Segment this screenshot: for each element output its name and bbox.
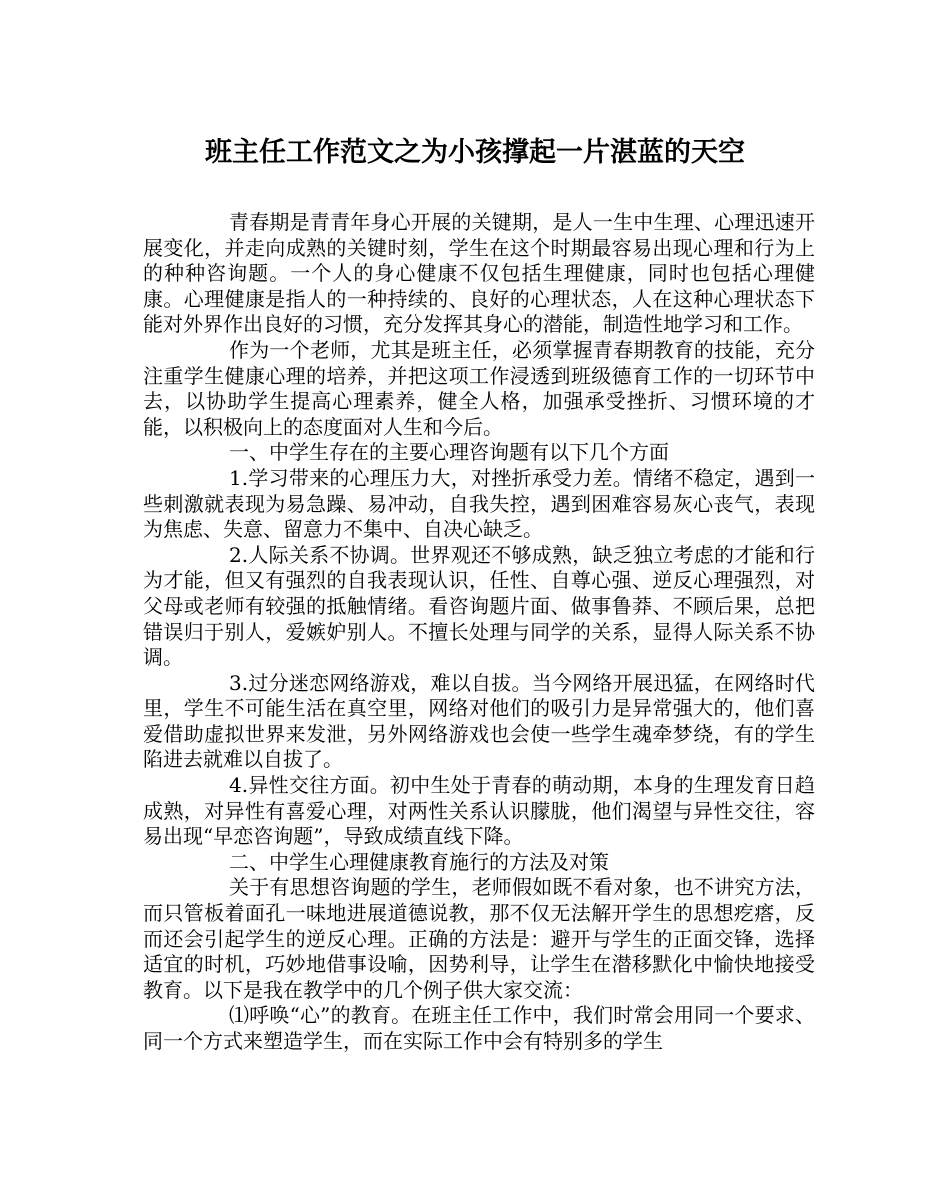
paragraph-item-4: 4.异性交往方面。初中生处于青春的萌动期，本身的生理发育日趋成熟，对异性有喜爱心理，对两性关系认识朦胧，他们渴望与异性交往，容易出现“早恋咨询题”，导致成绩直线下降。 xyxy=(143,773,815,849)
section-heading-methods: 二、中学生心理健康教育施行的方法及对策 xyxy=(229,849,609,874)
paragraph-heart-education: ⑴呼唤“心”的教育。在班主任工作中，我们时常会用同一个要求、同一个方式来塑造学生，而在实际工作中会有特别多的学生 xyxy=(143,1003,815,1053)
paragraph-intro: 青春期是青青年身心开展的关键期，是人一生中生理、心理迅速开展变化，并走向成熟的关键时刻，学生在这个时期最容易出现心理和行为上的种种咨询题。一个人的身心健康不仅包括生理健康，同时也包括心理健康。心理健康是指人的一种持续的、良好的心理状态，人在这种心理状态下能对外界作出良好的习惯，充分发挥其身心的潜能，制造性地学习和工作。 xyxy=(143,210,815,337)
document-title: 班主任工作范文之为小孩撑起一片湛蓝的天空 xyxy=(205,137,745,168)
section-heading-problems: 一、中学生存在的主要心理咨询题有以下几个方面 xyxy=(229,440,669,465)
paragraph-methods: 关于有思想咨询题的学生，老师假如既不看对象，也不讲究方法，而只管板着面孔一味地进展道德说教，那不仅无法解开学生的思想疙瘩，反而还会引起学生的逆反心理。正确的方法是：避开与学生的正面交锋，选择适宜的时机，巧妙地借事设喻，因势利导，让学生在潜移默化中愉快地接受教育。以下是我在教学中的几个例子供大家交流： xyxy=(143,875,815,1002)
paragraph-item-1: 1.学习带来的心理压力大，对挫折承受力差。情绪不稳定，遇到一些刺激就表现为易急躁、易冲动，自我失控，遇到困难容易灰心丧气，表现为焦虑、失意、留意力不集中、自决心缺乏。 xyxy=(143,465,815,542)
paragraph-item-2: 2.人际关系不协调。世界观还不够成熟，缺乏独立考虑的才能和行为才能，但又有强烈的自我表现认识，任性、自尊心强、逆反心理强烈，对父母或老师有较强的抵触情绪。看咨询题片面、做事鲁莽、不顾后果，总把错误归于别人，爱嫉妒别人。不擅长处理与同学的关系，显得人际关系不协调。 xyxy=(143,542,815,670)
paragraph-item-3: 3.过分迷恋网络游戏，难以自拔。当今网络开展迅猛，在网络时代里，学生不可能生活在真空里，网络对他们的吸引力是异常强大的，他们喜爱借助虚拟世界来发泄，另外网络游戏也会使一些学生魂牵梦绕，有的学生陷进去就难以自拔了。 xyxy=(143,670,815,772)
document-body xyxy=(143,210,815,1055)
paragraph-teacher-role: 作为一个老师，尤其是班主任，必须掌握青春期教育的技能，充分注重学生健康心理的培养，并把这项工作浸透到班级德育工作的一切环节中去，以协助学生提高心理素养，健全人格，加强承受挫折、习惯环境的才能，以积极向上的态度面对人生和今后。 xyxy=(143,337,815,439)
